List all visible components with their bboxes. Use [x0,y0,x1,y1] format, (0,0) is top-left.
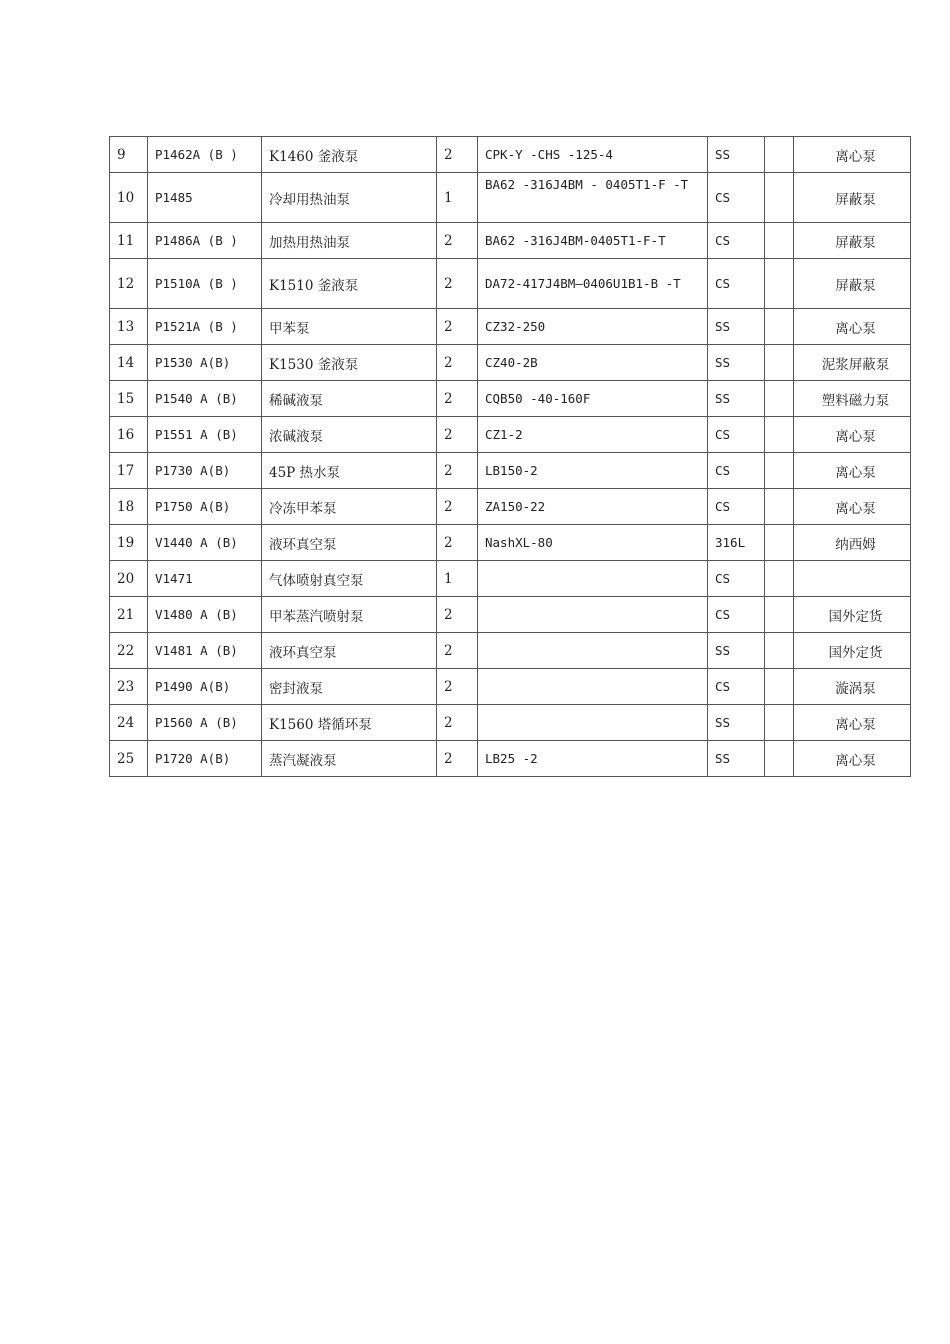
blank-cell-cell [765,259,794,309]
row-number-cell: 16 [110,417,148,453]
equipment-name-cell: K1530 釜液泵 [262,345,437,381]
quantity-cell: 1 [437,173,478,223]
material-cell: 316L [708,525,765,561]
table-row [110,561,911,597]
material-cell: SS [708,741,765,777]
quantity-cell: 2 [437,417,478,453]
model-type-cell: CPK-Y -CHS -125-4 [478,137,708,173]
equipment-tag-cell: P1720 A(B) [148,741,262,777]
remark-cell: 离心泵 [794,489,911,525]
quantity-cell: 2 [437,741,478,777]
blank-cell-cell [765,381,794,417]
equipment-tag-cell: P1730 A(B) [148,453,262,489]
equipment-tag-cell: P1490 A(B) [148,669,262,705]
row-number-cell: 11 [110,223,148,259]
blank-cell-cell [765,417,794,453]
row-number-cell: 14 [110,345,148,381]
model-type-cell [478,597,708,633]
equipment-name-cell: 加热用热油泵 [262,223,437,259]
material-cell: CS [708,173,765,223]
row-number-cell: 24 [110,705,148,741]
material-cell: SS [708,309,765,345]
row-number-cell: 19 [110,525,148,561]
material-cell: CS [708,597,765,633]
table-row [110,597,911,633]
remark-cell: 离心泵 [794,453,911,489]
equipment-name-cell: K1560 塔循环泵 [262,705,437,741]
blank-cell-cell [765,345,794,381]
row-number-cell: 17 [110,453,148,489]
material-cell: CS [708,561,765,597]
equipment-name-cell: 蒸汽凝液泵 [262,741,437,777]
remark-cell: 离心泵 [794,137,911,173]
table-row [110,453,911,489]
remark-cell: 漩涡泵 [794,669,911,705]
material-cell: CS [708,669,765,705]
model-type-cell: LB150-2 [478,453,708,489]
equipment-tag-cell: P1510A (B ) [148,259,262,309]
blank-cell-cell [765,633,794,669]
table-row [110,633,911,669]
blank-cell-cell [765,173,794,223]
row-number-cell: 12 [110,259,148,309]
model-type-cell: CZ32-250 [478,309,708,345]
model-type-cell: CZ1-2 [478,417,708,453]
blank-cell-cell [765,741,794,777]
table-body [110,137,911,777]
table-row [110,417,911,453]
model-type-cell: LB25 -2 [478,741,708,777]
material-cell: SS [708,633,765,669]
row-number-cell: 22 [110,633,148,669]
row-number-cell: 23 [110,669,148,705]
quantity-cell: 2 [437,345,478,381]
equipment-tag-cell: V1481 A (B) [148,633,262,669]
remark-cell: 塑料磁力泵 [794,381,911,417]
material-cell: CS [708,417,765,453]
material-cell: CS [708,453,765,489]
quantity-cell: 2 [437,525,478,561]
quantity-cell: 1 [437,561,478,597]
equipment-tag-cell: V1471 [148,561,262,597]
table-row [110,173,911,223]
row-number-cell: 25 [110,741,148,777]
equipment-tag-cell: P1530 A(B) [148,345,262,381]
remark-cell: 离心泵 [794,705,911,741]
equipment-tag-cell: P1485 [148,173,262,223]
table-row [110,741,911,777]
quantity-cell: 2 [437,137,478,173]
equipment-tag-cell: P1486A (B ) [148,223,262,259]
equipment-name-cell: K1460 釜液泵 [262,137,437,173]
quantity-cell: 2 [437,259,478,309]
row-number-cell: 18 [110,489,148,525]
blank-cell-cell [765,525,794,561]
remark-cell: 纳西姆 [794,525,911,561]
material-cell: CS [708,259,765,309]
equipment-name-cell: 甲苯蒸汽喷射泵 [262,597,437,633]
remark-cell [794,561,911,597]
equipment-tag-cell: P1560 A (B) [148,705,262,741]
blank-cell-cell [765,223,794,259]
model-type-cell: CQB50 -40-160F [478,381,708,417]
quantity-cell: 2 [437,223,478,259]
equipment-name-cell: 浓碱液泵 [262,417,437,453]
remark-cell: 国外定货 [794,633,911,669]
quantity-cell: 2 [437,489,478,525]
equipment-tag-cell: P1551 A (B) [148,417,262,453]
equipment-name-cell: K1510 釜液泵 [262,259,437,309]
material-cell: SS [708,345,765,381]
remark-cell: 屏蔽泵 [794,173,911,223]
quantity-cell: 2 [437,633,478,669]
table-row [110,705,911,741]
table-row [110,309,911,345]
equipment-tag-cell: P1750 A(B) [148,489,262,525]
equipment-tag-cell: V1480 A (B) [148,597,262,633]
blank-cell-cell [765,137,794,173]
equipment-name-cell: 冷却用热油泵 [262,173,437,223]
model-type-cell [478,669,708,705]
equipment-tag-cell: P1540 A (B) [148,381,262,417]
blank-cell-cell [765,453,794,489]
blank-cell-cell [765,597,794,633]
pump-equipment-table [109,136,911,777]
row-number-cell: 20 [110,561,148,597]
row-number-cell: 10 [110,173,148,223]
table-row [110,669,911,705]
quantity-cell: 2 [437,453,478,489]
model-type-cell: DA72-417J4BM—0406U1B1-B -T [478,259,708,309]
model-type-cell [478,705,708,741]
equipment-name-cell: 冷冻甲苯泵 [262,489,437,525]
equipment-name-cell: 稀碱液泵 [262,381,437,417]
table-row [110,489,911,525]
table-row [110,345,911,381]
model-type-cell: NashXL-80 [478,525,708,561]
equipment-name-cell: 甲苯泵 [262,309,437,345]
equipment-name-cell: 45P 热水泵 [262,453,437,489]
table-row [110,223,911,259]
blank-cell-cell [765,705,794,741]
remark-cell: 离心泵 [794,741,911,777]
material-cell: CS [708,489,765,525]
equipment-name-cell: 液环真空泵 [262,525,437,561]
equipment-tag-cell: P1462A (B ) [148,137,262,173]
quantity-cell: 2 [437,705,478,741]
row-number-cell: 13 [110,309,148,345]
remark-cell: 泥浆屏蔽泵 [794,345,911,381]
equipment-tag-cell: P1521A (B ) [148,309,262,345]
row-number-cell: 9 [110,137,148,173]
model-type-cell: BA62 -316J4BM - 0405T1-F -T [478,173,708,223]
blank-cell-cell [765,669,794,705]
model-type-cell: CZ40-2B [478,345,708,381]
material-cell: CS [708,223,765,259]
model-type-cell: ZA150-22 [478,489,708,525]
equipment-tag-cell: V1440 A (B) [148,525,262,561]
material-cell: SS [708,705,765,741]
table-row [110,381,911,417]
material-cell: SS [708,137,765,173]
blank-cell-cell [765,489,794,525]
remark-cell: 屏蔽泵 [794,223,911,259]
remark-cell: 离心泵 [794,417,911,453]
equipment-name-cell: 密封液泵 [262,669,437,705]
quantity-cell: 2 [437,309,478,345]
blank-cell-cell [765,561,794,597]
row-number-cell: 21 [110,597,148,633]
quantity-cell: 2 [437,669,478,705]
equipment-name-cell: 液环真空泵 [262,633,437,669]
row-number-cell: 15 [110,381,148,417]
equipment-name-cell: 气体喷射真空泵 [262,561,437,597]
quantity-cell: 2 [437,597,478,633]
model-type-cell [478,561,708,597]
remark-cell: 离心泵 [794,309,911,345]
model-type-cell: BA62 -316J4BM-0405T1-F-T [478,223,708,259]
table-row [110,137,911,173]
table-row [110,525,911,561]
remark-cell: 国外定货 [794,597,911,633]
table-row [110,259,911,309]
material-cell: SS [708,381,765,417]
blank-cell-cell [765,309,794,345]
quantity-cell: 2 [437,381,478,417]
model-type-cell [478,633,708,669]
remark-cell: 屏蔽泵 [794,259,911,309]
